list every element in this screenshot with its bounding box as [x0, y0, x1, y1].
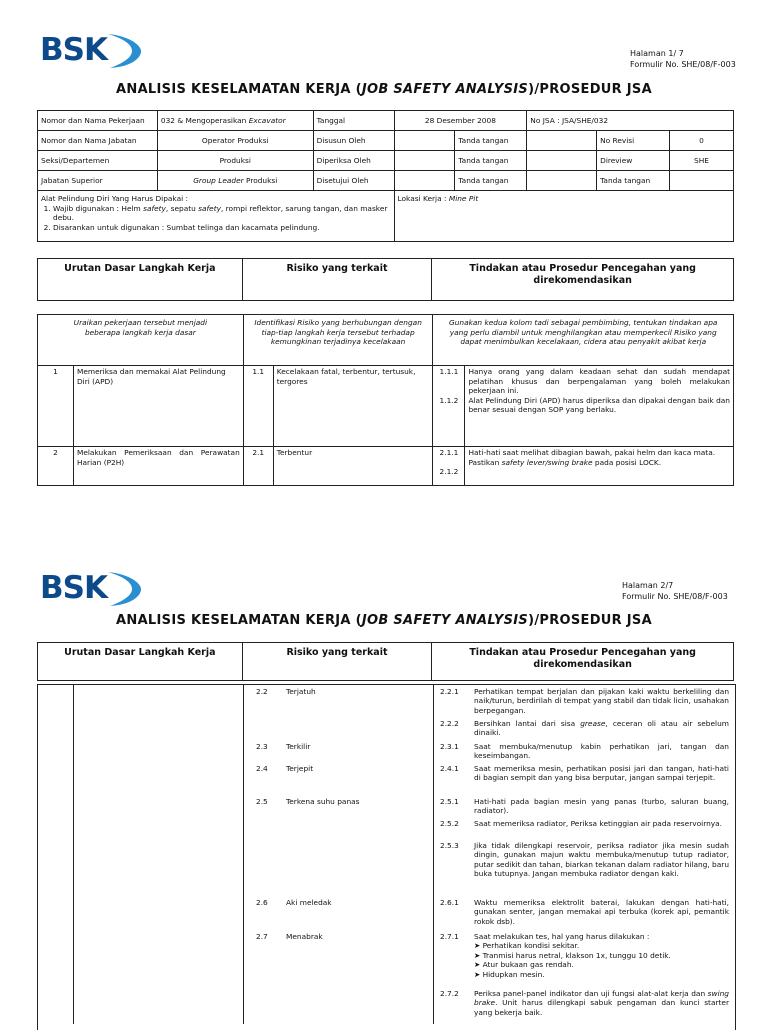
action-text: Saat membuka/menutup kabin perhatikan jari, tangan dan keseimbangan. [474, 742, 729, 761]
arrow-bullet-icon: ➤ [474, 960, 481, 970]
signature-value [527, 171, 597, 191]
revision-value: 0 [670, 131, 734, 151]
action-text: Periksa panel-panel indikator dan uji fungsi alat-alat kerja dan swing brake. Unit harus dilengkapi sabuk pengaman dan kunci starter yang bekerja baik. [474, 989, 729, 1017]
logo-text: BSK [40, 32, 107, 68]
form-number: Formulir No. SHE/08/F-003 [630, 60, 736, 69]
action-number: 2.2.2 [440, 719, 459, 728]
reviewed-label: Direview [597, 151, 670, 171]
risk-number: 2.4 [256, 764, 268, 773]
action-text: Perhatikan tempat berjalan dan pijakan kaki waktu berkeliling dan naik/turun, berdirilah di tempat yang stabil dan tidak licin, usahakan berpegangan. [474, 687, 729, 715]
column-divider [73, 684, 74, 1024]
action-text: Saat memeriksa radiator, Periksa ketinggian air pada reservoirnya. [474, 819, 723, 828]
action-number: 2.7.2 [440, 989, 459, 998]
ppe-list [41, 204, 391, 233]
signature-value [527, 131, 597, 151]
superior-label: Jabatan Superior [38, 171, 158, 191]
ppe-item: 1. Wajib digunakan : Helm safety, sepatu safety, rompi reflektor, sarung tangan, dan masker debu. [53, 204, 391, 223]
checked-by-value [394, 151, 455, 171]
job-number-value: 032 & Mengoperasikan Excavator [157, 111, 313, 131]
arrow-bullet-icon: ➤ [474, 941, 481, 951]
date-label: Tanggal [313, 111, 394, 131]
section-label: Seksi/Departemen [38, 151, 158, 171]
header-actions: Tindakan atau Prosedur Pencegahan yang direkomendasikan [432, 643, 734, 681]
date-value: 28 Desember 2008 [394, 111, 527, 131]
arrow-bullet-icon: ➤ [474, 969, 481, 979]
step-number: 2 [38, 447, 74, 486]
company-logo [38, 30, 142, 70]
reviewed-value: SHE [670, 151, 734, 171]
header-steps: Urutan Dasar Langkah Kerja [38, 259, 243, 301]
header-risks: Risiko yang terkait [242, 643, 432, 681]
action-texts: Hati-hati saat melihat dibagian bawah, pakai helm dan kaca mata. Pastikan safety lever/swing brake pada posisi LOCK. [465, 447, 734, 486]
ppe-section [38, 191, 395, 242]
jsa-main-table [37, 314, 734, 486]
step-text: Melakukan Pemeriksaan dan Perawatan Harian (P2H) [73, 447, 243, 486]
page1-header-info [630, 48, 736, 70]
action-number: 2.3.1 [440, 742, 459, 751]
position-label: Nomor dan Nama Jabatan [38, 131, 158, 151]
bullet-item: ➤ Hidupkan mesin. [474, 969, 545, 979]
jsa-number: No JSA : JSA/SHE/032 [527, 111, 734, 131]
position-value: Operator Produksi [157, 131, 313, 151]
action-number: 2.5.3 [440, 841, 459, 850]
prepared-by-label: Disusun Oleh [313, 131, 394, 151]
column-divider [243, 684, 244, 1024]
signature-label: Tanda tangan [455, 171, 527, 191]
signature-label: Tanda tangan [455, 151, 527, 171]
signature-label: Tanda tangan [455, 131, 527, 151]
risk-text: Terkilir [286, 742, 311, 751]
page-number: Halaman 2/7 [622, 581, 674, 590]
risk-number: 2.2 [256, 687, 268, 696]
arrow-bullet-icon: ➤ [474, 950, 481, 960]
action-text: Bersihkan lantai dari sisa grease, ceceran oli atau air sebelum dinaiki. [474, 719, 729, 738]
action-texts: Hanya orang yang dalam keadaan sehat dan sudah mendapat pelatihan khusus dan berpengalaman yang boleh melakukan pekerjaan ini. Alat Pelindung Diri (APD) harus diperiksa dan dipakai dengan baik dan benar sesuai dengan SOP yang berlaku. [465, 366, 734, 447]
signature-value [527, 151, 597, 171]
bullet-item: ➤ Atur bukaan gas rendah. [474, 960, 574, 970]
action-text: Hati-hati pada bagian mesin yang panas (turbo, saluran buang, radiator). [474, 797, 729, 816]
step-number: 1 [38, 366, 74, 447]
prepared-by-value [394, 131, 455, 151]
ppe-title: Alat Pelindung Diri Yang Harus Dipakai : [41, 194, 188, 203]
column-header-table [37, 258, 734, 301]
bullet-item: ➤ Tranmisi harus netral, klakson 1x, tunggu 10 detik. [474, 950, 671, 960]
job-info-table [37, 110, 734, 242]
risk-number: 2.7 [256, 932, 268, 941]
header-actions: Tindakan atau Prosedur Pencegahan yang direkomendasikan [432, 259, 734, 301]
action-numbers: 1.1.1 1.1.2 [433, 366, 465, 447]
logo-text: BSK [40, 570, 107, 606]
risk-text: Menabrak [286, 932, 323, 941]
page-number: Halaman 1/ 7 [630, 49, 684, 58]
action-numbers: 2.1.1 2.1.2 [433, 447, 465, 486]
action-number: 2.2.1 [440, 687, 459, 696]
ppe-item: 2. Disarankan untuk digunakan : Sumbat telinga dan kacamata pelindung. [53, 223, 391, 233]
risk-text: Kecelakaan fatal, terbentur, tertusuk, tergores [273, 366, 433, 447]
approved-by-label: Disetujui Oleh [313, 171, 394, 191]
risk-number: 2.6 [256, 898, 268, 907]
form-number: Formulir No. SHE/08/F-003 [622, 592, 728, 601]
risk-text: Terbentur [273, 447, 433, 486]
bullet-item: ➤ Perhatikan kondisi sekitar. [474, 941, 580, 951]
company-logo [38, 568, 142, 608]
approved-by-value [394, 171, 455, 191]
header-steps: Urutan Dasar Langkah Kerja [38, 643, 243, 681]
action-number: 2.4.1 [440, 764, 459, 773]
action-number: 2.5.2 [440, 819, 459, 828]
step-text: Memeriksa dan memakai Alat Pelindung Diri (APD) [73, 366, 243, 447]
signature-value [670, 171, 734, 191]
page2-header-info [622, 580, 728, 602]
header-risks: Risiko yang terkait [242, 259, 432, 301]
risk-number: 2.5 [256, 797, 268, 806]
risk-text: Terjepit [286, 764, 314, 773]
column-header-table [37, 642, 734, 681]
page2-title: ANALISIS KESELAMATAN KERJA (JOB SAFETY ANALYSIS)/PROSEDUR JSA [116, 613, 652, 628]
risk-number: 2.3 [256, 742, 268, 751]
risk-text: Aki meledak [286, 898, 332, 907]
action-text: Waktu memeriksa elektrolit baterai, lakukan dengan hati-hati, gunakan senter, jangan memakai api terbuka (korek api, pemantik rokok dsb). [474, 898, 729, 926]
action-text: Jika tidak dilengkapi reservoir, periksa radiator jika mesin sudah dingin, gunakan majun waktu membuka/menutup tutup radiator, putar sedikit dan tahan, biarkan tekanan dalam radiator hilang, baru buka tutupnya. Jangan membuka radiator dengan kaki. [474, 841, 729, 879]
risks-description: Identifikasi Risiko yang berhubungan dengan tiap-tiap langkah kerja tersebut terhadap kemungkinan terjadinya kecelakaan [243, 315, 433, 366]
risk-number: 1.1 [243, 366, 273, 447]
superior-value: Group Leader Produksi [157, 171, 313, 191]
page1-title: ANALISIS KESELAMATAN KERJA (JOB SAFETY ANALYSIS)/PROSEDUR JSA [116, 82, 652, 97]
job-number-label: Nomor dan Nama Pekerjaan [38, 111, 158, 131]
signature-label: Tanda tangan [597, 171, 670, 191]
column-divider [433, 684, 434, 1024]
action-number: 2.7.1 [440, 932, 459, 941]
work-location: Lokasi Kerja : Mine Pit [394, 191, 733, 242]
risk-text: Terjatuh [286, 687, 316, 696]
actions-description: Gunakan kedua kolom tadi sebagai pembimbing, tentukan tindakan apa yang perlu diambil untuk menghilangkan atau memperkecil Risiko yang dapat menimbulkan kecelakaan, cidera atau penyakit akibat kerja [433, 315, 734, 366]
action-number: 2.5.1 [440, 797, 459, 806]
checked-by-label: Diperiksa Oleh [313, 151, 394, 171]
risk-number: 2.1 [243, 447, 273, 486]
action-number: 2.6.1 [440, 898, 459, 907]
action-text: Saat memeriksa mesin, perhatikan posisi jari dan tangan, hati-hati di bagian sempit dan yang bisa berputar, jangan sampai terjepit. [474, 764, 729, 783]
revision-label: No Revisi [597, 131, 670, 151]
section-value: Produksi [157, 151, 313, 171]
steps-description: Uraikan pekerjaan tersebut menjadi beberapa langkah kerja dasar [38, 315, 244, 366]
risk-text: Terkena suhu panas [286, 797, 360, 806]
action-text: Saat melakukan tes, hal yang harus dilakukan : ➤ Perhatikan kondisi sekitar. ➤ Tranmisi harus netral, klakson 1x, tunggu 10 detik. ➤ Atur bukaan gas rendah. ➤ Hidupkan mesin. [474, 932, 729, 979]
